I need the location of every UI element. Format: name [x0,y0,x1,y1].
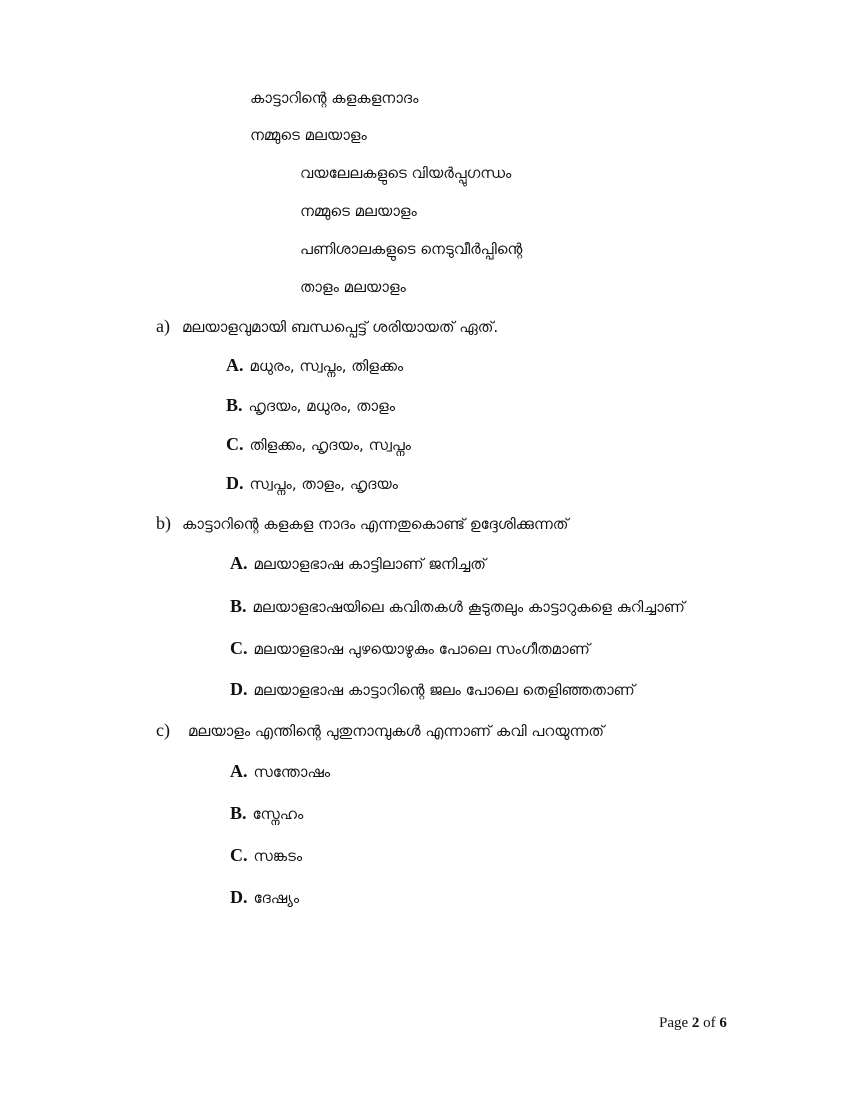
option-label: C. [226,434,244,454]
option-text: സ്നേഹം [252,805,304,823]
question-label: a) [156,316,170,336]
option-a-B [226,395,395,416]
option-text: സ്വപ്നം, താളം, ഹൃദയം [249,475,398,493]
option-b-B [230,596,685,617]
option-label: B. [230,803,247,823]
option-text: തിളക്കം, ഹൃദയം, സ്വപ്നം [249,436,411,454]
option-a-D [226,473,398,494]
option-b-D [230,679,635,700]
option-label: A. [226,355,244,375]
question-text: മലയാളം എന്തിന്റെ പുതുനാമ്പുകൾ എന്നാണ് കവി പറയുന്നത് [188,722,605,740]
question-text: കാട്ടാറിന്റെ കളകള നാദം എന്നതുകൊണ്ട് ഉദ്ദേശിക്കുന്നത് [182,515,569,533]
question-text: മലയാളവുമായി ബന്ധപ്പെട്ട് ശരിയായത് ഏത്. [182,318,499,336]
option-c-A [230,761,330,782]
page-total: 6 [719,1015,727,1031]
question-b [156,513,568,534]
option-b-C [230,638,590,659]
option-text: സന്തോഷം [253,763,331,781]
option-text: ദേഷ്യം [253,889,300,907]
option-text: മലയാളഭാഷയിലെ കവിതകൾ കൂടുതലും കാട്ടാറുകളെ കുറിച്ചാണ് [252,598,685,616]
poem-line: താളം മലയാളം [300,278,406,296]
poem-line: നമ്മുടെ മലയാളം [300,202,417,220]
option-text: മലയാളഭാഷ കാട്ടിലാണ് ജനിച്ചത് [253,555,486,573]
option-label: B. [230,596,247,616]
question-c [156,720,604,741]
option-label: C. [230,845,248,865]
question-a [156,316,498,337]
option-label: A. [230,553,248,573]
option-text: മലയാളഭാഷ പുഴയൊഴുകും പോലെ സംഗീതമാണ് [253,640,590,658]
question-label: c) [156,720,170,740]
option-label: D. [230,887,248,907]
option-text: സങ്കടം [253,847,303,865]
option-c-B [230,803,303,824]
option-c-C [230,845,302,866]
option-label: B. [226,395,243,415]
poem-line: വയലേലകളുടെ വിയർപ്പുഗന്ധം [300,164,512,182]
page-number [659,1015,727,1032]
page-current: 2 [691,1015,700,1031]
option-text: മലയാളഭാഷ കാട്ടാറിന്റെ ജലം പോലെ തെളിഞ്ഞതാണ് [253,681,635,699]
question-label: b) [156,513,171,533]
option-a-C [226,434,411,455]
page-prefix: Page [659,1015,689,1031]
option-label: C. [230,638,248,658]
option-text: മധുരം, സ്വപ്നം, തിളക്കം [249,357,404,375]
option-b-A [230,553,486,574]
option-label: A. [230,761,248,781]
poem-line: പണിശാലകളുടെ നെടുവീർപ്പിന്റെ [300,240,523,258]
option-a-A [226,355,403,376]
poem-line: നമ്മുടെ മലയാളം [250,126,367,144]
option-text: ഹൃദയം, മധുരം, താളം [248,397,395,415]
option-label: D. [226,473,244,493]
option-label: D. [230,679,248,699]
option-c-D [230,887,299,908]
poem-line: കാട്ടാറിന്റെ കളകളനാദം [250,89,419,107]
page-of: of [703,1015,716,1031]
